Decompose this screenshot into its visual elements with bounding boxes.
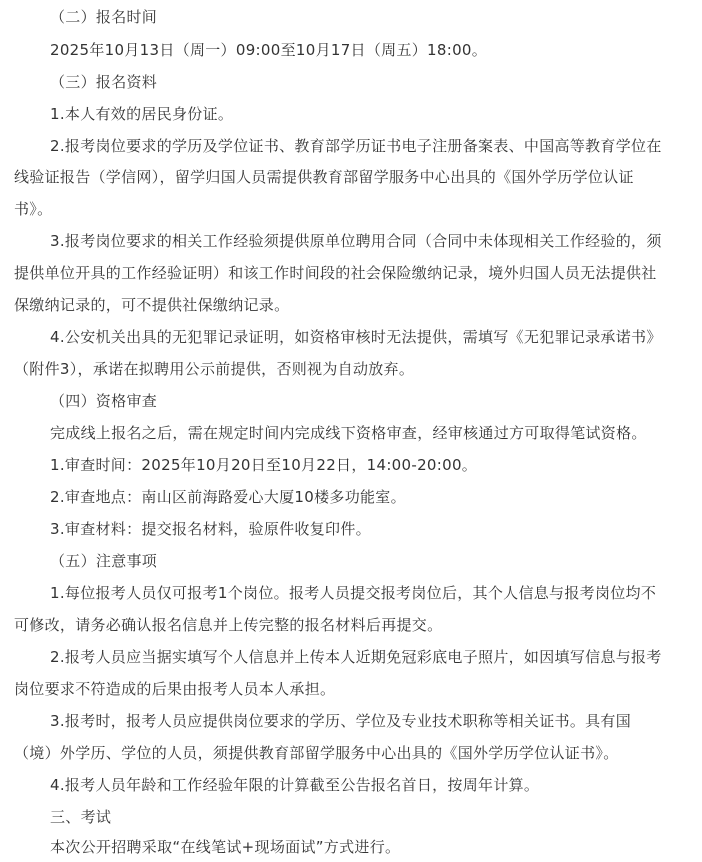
- paragraph-line: 1.本人有效的居民身份证。: [50, 105, 234, 123]
- paragraph-line: 本次公开招聘采取“在线笔试+现场面试”方式进行。: [50, 838, 401, 856]
- section-heading-notes: （五）注意事项: [50, 552, 158, 570]
- paragraph-line: 3.审查材料：提交报名材料，验原件收复印件。: [50, 520, 371, 538]
- paragraph-line: 书》。: [14, 200, 53, 218]
- paragraph-line: （境）外学历、学位的人员，须提供教育部留学服务中心出具的《国外学历学位认证书》。: [14, 744, 619, 762]
- paragraph-line: 2025年10月13日（周一）09:00至10月17日（周五）18:00。: [50, 41, 488, 59]
- paragraph-line: 完成线上报名之后，需在规定时间内完成线下资格审查，经审核通过方可取得笔试资格。: [50, 424, 647, 442]
- paragraph-line: 2.审查地点：南山区前海路爱心大厦10楼多功能室。: [50, 488, 406, 506]
- section-heading-registration-time: （二）报名时间: [50, 8, 158, 26]
- paragraph-line: 3.报考岗位要求的相关工作经验须提供原单位聘用合同（合同中未体现相关工作经验的，须: [50, 232, 662, 250]
- section-heading-registration-materials: （三）报名资料: [50, 73, 158, 91]
- paragraph-line: 3.报考时，报考人员应提供岗位要求的学历、学位及专业技术职称等相关证书。具有国: [50, 712, 632, 730]
- section-heading-qualification-review: （四）资格审查: [50, 392, 158, 410]
- paragraph-line: 可修改，请务必确认报名信息并上传完整的报名材料后再提交。: [14, 616, 443, 634]
- paragraph-line: 2.报考人员应当据实填写个人信息并上传本人近期免冠彩底电子照片，如因填写信息与报考: [50, 648, 662, 666]
- section-heading-exam: 三、考试: [50, 808, 112, 826]
- paragraph-line: 4.公安机关出具的无犯罪记录证明，如资格审核时无法提供，需填写《无犯罪记录承诺书》: [50, 328, 662, 346]
- paragraph-line: 保缴纳记录的，可不提供社保缴纳记录。: [14, 296, 290, 314]
- paragraph-line: 1.审查时间：2025年10月20日至10月22日，14:00-20:00。: [50, 456, 478, 474]
- paragraph-line: 岗位要求不符造成的后果由报考人员本人承担。: [14, 680, 336, 698]
- paragraph-line: 4.报考人员年龄和工作经验年限的计算截至公告报名首日，按周年计算。: [50, 776, 540, 794]
- paragraph-line: 线验证报告（学信网），留学归国人员需提供教育部留学服务中心出具的《国外学历学位认证: [14, 168, 634, 186]
- paragraph-line: 2.报考岗位要求的学历及学位证书、教育部学历证书电子注册备案表、中国高等教育学位在: [50, 137, 662, 155]
- paragraph-line: 提供单位开具的工作经验证明）和该工作时间段的社会保险缴纳记录，境外归国人员无法提供社: [14, 264, 657, 282]
- paragraph-line: （附件3），承诺在拟聘用公示前提供，否则视为自动放弃。: [14, 360, 415, 378]
- paragraph-line: 1.每位报考人员仅可报考1个岗位。报考人员提交报考岗位后，其个人信息与报考岗位均不: [50, 584, 657, 602]
